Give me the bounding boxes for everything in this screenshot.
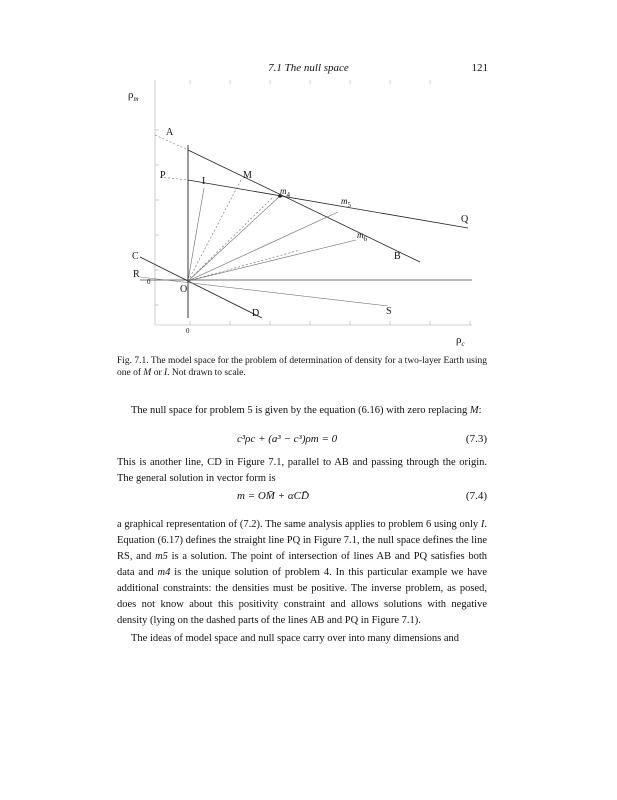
p1-symbol: M <box>469 405 479 416</box>
page-number: 121 <box>471 62 488 74</box>
point-label-d: D <box>252 308 260 319</box>
caption-symbol-m: M <box>143 368 152 378</box>
equation-7-3-body: c³ρc + (a³ − c³)ρm = 0 <box>237 433 338 445</box>
caption-symbol-i: I <box>163 368 168 378</box>
p1-end: : <box>478 405 482 416</box>
line-pq <box>188 180 468 228</box>
point-label-m6: $m_6$ <box>357 230 367 243</box>
vector-om6 <box>188 240 356 281</box>
point-label-s: S <box>386 306 392 317</box>
caption-or: or <box>153 368 162 378</box>
point-label-b: B <box>394 251 401 262</box>
p1-text: The null space for problem 5 is given by the equation (6.16) with zero replacing <box>131 405 468 416</box>
x-zero-label: 0 <box>186 327 190 335</box>
p3-part-a: a graphical representation of (7.2). The same analysis applies to problem 6 using only <box>117 519 479 530</box>
paragraph-1 <box>117 403 487 419</box>
model-space-figure <box>0 0 617 355</box>
point-label-i: I <box>202 176 206 187</box>
p3-symbol-i: I <box>480 519 485 530</box>
x-axis-label: $\rho_c$ <box>456 334 465 348</box>
equation-7-3 <box>117 433 487 451</box>
point-label-o: O <box>180 284 188 295</box>
line-cd <box>140 257 262 318</box>
paragraph-3 <box>117 517 487 629</box>
p3-part-c: is a solution. The point of intersection of lines AB and PQ satisfies both data and <box>117 551 488 578</box>
line-ab <box>188 150 420 262</box>
equation-7-3-number: (7.3) <box>465 433 487 445</box>
point-label-c: C <box>132 251 139 262</box>
vector-oi <box>188 188 204 281</box>
point-label-m: M <box>243 170 252 181</box>
vector-om <box>188 178 242 281</box>
vector-om5 <box>188 212 338 281</box>
running-header-title: 7.1 The null space <box>268 62 349 74</box>
line-rs <box>140 277 388 306</box>
point-label-p: P <box>160 170 166 181</box>
caption-suffix: . Not drawn to scale. <box>167 368 246 378</box>
equation-7-4-body: m = OM̄ + αCD̄ <box>237 490 309 502</box>
vector-om4b <box>188 198 272 281</box>
p3-part-d: is the unique solution of problem 4. In this particular example we have additional constraints: the densities must be positive. The inverse problem, as posed, does not know about this positivity constraint and allows solutions with negative density (lying on the dashed parts of the lines AB and PQ in Figure 7.1). <box>117 567 488 626</box>
paragraph-2: This is another line, CD in Figure 7.1, parallel to AB and passing through the origin. The general solution in vector form is <box>117 457 487 484</box>
model-vectors <box>188 178 356 281</box>
y-zero-label: 0 <box>147 278 151 286</box>
p3-part-b: . Equation (6.17) defines the straight line PQ in Figure 7.1, the null space defines the line RS, and <box>117 519 488 562</box>
point-label-r: R <box>133 269 140 280</box>
point-label-m4: $m_4$ <box>280 186 290 199</box>
vector-om4 <box>188 196 280 281</box>
point-label-a: A <box>166 127 174 138</box>
paragraph-4: The ideas of model space and null space carry over into many dimensions and <box>131 633 460 644</box>
equation-7-4 <box>117 490 487 508</box>
point-label-m5: $m_5$ <box>341 196 351 209</box>
p3-symbol-m4: m4 <box>157 567 171 578</box>
y-axis-label: $\rho_m$ <box>128 89 139 103</box>
p3-symbol-m5: m5 <box>155 551 168 562</box>
figure-caption <box>117 355 487 379</box>
equation-7-4-number: (7.4) <box>465 490 487 502</box>
point-label-q: Q <box>461 214 469 225</box>
caption-prefix: Fig. 7.1. The model space for the problem of determination of density for a two-layer Earth using one of <box>117 356 487 378</box>
